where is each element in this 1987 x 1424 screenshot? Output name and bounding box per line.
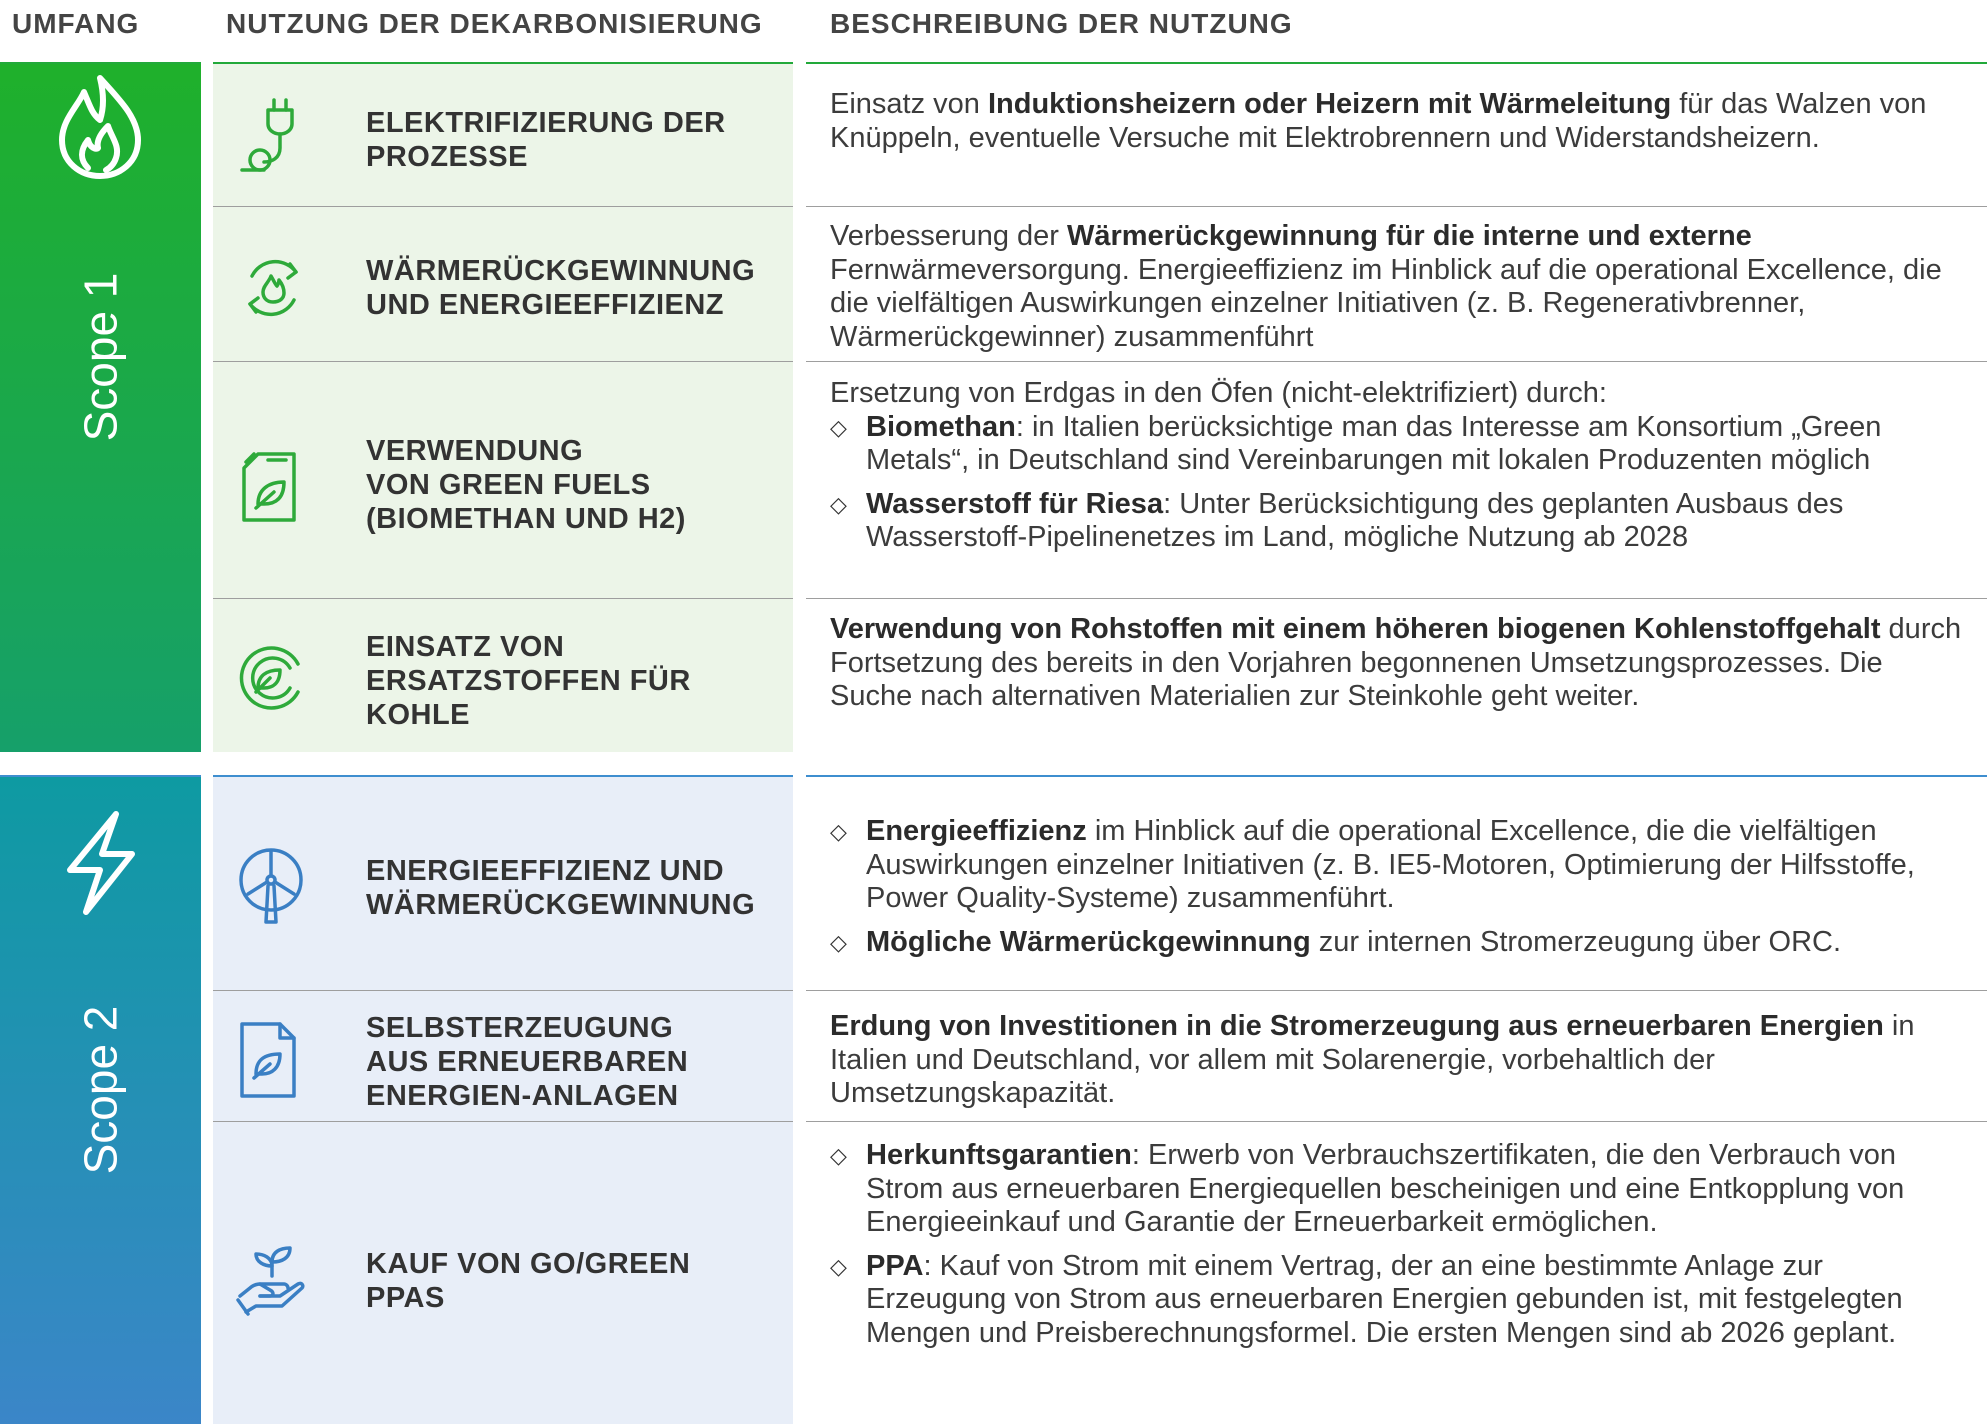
bullet-biomethan: ◇ Biomethan: in Italien berücksichtige man das Interesse am Konsortium „Green Metals“, in Deutschland sind Vereinbarungen mit lokalen Produzenten möglich <box>830 411 1970 478</box>
divider <box>213 1121 793 1122</box>
header-beschreibung: BESCHREIBUNG DER NUTZUNG <box>830 8 1293 39</box>
divider <box>213 990 793 991</box>
cat-label-elektrifizierung: ELEKTRIFIZIERUNG DER PROZESSE <box>366 107 726 173</box>
document-leaf-icon <box>238 1020 308 1100</box>
hand-plant-icon <box>236 1240 306 1320</box>
cat-label-selbsterzeugung: SELBSTERZEUGUNG AUS ERNEUERBAREN ENERGIEN-ANLAGEN <box>366 1012 689 1112</box>
divider <box>806 206 1987 207</box>
scope2-label: Scope 2 <box>74 1005 127 1175</box>
bullet-wasserstoff: ◇ Wasserstoff für Riesa: Unter Berücksichtigung des geplanten Ausbaus des Wasserstoff-Pipelinenetzes im Land, mögliche Nutzung ab 2028 <box>830 488 1970 555</box>
bullet-ppa: ◇ PPA: Kauf von Strom mit einem Vertrag, der an eine bestimmte Anlage zur Erzeugung von Strom aus erneuerbaren Energien gebunden ist, mit festgelegten Mengen und Preisberechnungsformel. Die ersten Mengen sind ab 2026 geplant. <box>830 1250 1970 1351</box>
divider <box>213 206 793 207</box>
cat-label-ersatzstoffe: EINSATZ VON ERSATZSTOFFEN FÜR KOHLE <box>366 631 691 731</box>
scope2-label-wrap <box>0 930 201 1250</box>
carbon-leaf-icon <box>236 638 306 718</box>
divider <box>213 361 793 362</box>
recycle-flame-icon <box>238 248 308 328</box>
bullet-herkunftsgarantien: ◇ Herkunftsgarantien: Erwerb von Verbrauchszertifikaten, die den Verbrauch von Strom aus erneuerbaren Energiequellen bescheinigen und eine Entkopplung von Energieeinkauf und Garantie der Erneuerbarkeit ermöglichen. <box>830 1139 1970 1240</box>
desc-elektrifizierung: Einsatz von Induktionsheizern oder Heizern mit Wärmeleitung für das Walzen von Knüppeln, eventuelle Versuche mit Elektrobrennern und Widerstandsheizern. <box>830 88 1927 154</box>
header-umfang: UMFANG <box>12 8 140 39</box>
cat-label-green-fuels: VERWENDUNG VON GREEN FUELS (BIOMETHAN UND H2) <box>366 435 686 535</box>
scope1-label-wrap <box>0 64 201 649</box>
divider <box>806 598 1987 599</box>
bullet-waermerueckgewinnung: ◇ Mögliche Wärmerückgewinnung zur internen Stromerzeugung über ORC. <box>830 926 1970 960</box>
desc-waermerueckgewinnung: Verbesserung der Wärmerückgewinnung für die interne und externe Fernwärmeversorgung. Energieeffizienz im Hinblick auf die operational Excellence, die die vielfältigen Auswirkungen einzelner Initiativen (z. B. Regenerativbrenner, Wärmerückgewinner) zusammenführt <box>830 220 1942 353</box>
fuel-canister-icon <box>238 446 308 526</box>
scope1-label: Scope 1 <box>74 272 127 441</box>
desc-selbsterzeugung: Erdung von Investitionen in die Stromerzeugung aus erneuerbaren Energien in Italien und Deutschland, vor allem mit Solarenergie, vorbehaltlich der Umsetzungskapazität. <box>830 1010 1915 1109</box>
divider <box>213 598 793 599</box>
divider <box>806 990 1987 991</box>
lightning-icon <box>50 808 150 918</box>
divider <box>806 1121 1987 1122</box>
wind-turbine-icon <box>236 846 306 926</box>
desc-kauf-ppas <box>830 1139 1970 1350</box>
desc-ersatzstoffe: Verwendung von Rohstoffen mit einem höheren biogenen Kohlenstoffgehalt durch Fortsetzung des bereits in den Vorjahren begonnenen Umsetzungsprozesses. Die Suche nach alternativen Materialien zur Steinkohle geht weiter. <box>830 613 1962 712</box>
desc-green-fuels: Ersetzung von Erdgas in den Öfen (nicht-elektrifiziert) durch: ◇ Biomethan: in Italien berücksichtige man das Interesse am Konsortium „Green Metals“, in Deutschland sind Vereinbarungen mit lokalen Produzenten möglich ◇ Wasserstoff für Riesa: Unter Berücksichtigung des geplanten Ausbaus des Wasserstoff-Pipelinenetzes im Land, mögliche Nutzung ab 2028 <box>830 377 1970 555</box>
cat-label-energieeffizienz: ENERGIEEFFIZIENZ UND WÄRMERÜCKGEWINNUNG <box>366 855 756 921</box>
scope1-rule-beschreibung <box>806 62 1987 64</box>
desc-energieeffizienz <box>830 815 1970 959</box>
cat-label-waermerueckgewinnung: WÄRMERÜCKGEWINNUNG UND ENERGIEEFFIZIENZ <box>366 255 756 321</box>
header-nutzung: NUTZUNG DER DEKARBONISIERUNG <box>226 8 763 39</box>
plug-icon <box>238 96 308 176</box>
cat-label-kauf-ppas: KAUF VON GO/GREEN PPAS <box>366 1248 691 1314</box>
divider <box>806 361 1987 362</box>
bullet-energieeffizienz: ◇ Energieeffizienz im Hinblick auf die operational Excellence, die die vielfältigen Auswirkungen einzelner Initiativen (z. B. IE5-Motoren, Optimierung der Hilfsstoffe, Power Quality-Systeme) zusammenführt. <box>830 815 1970 916</box>
scope2-rule-beschreibung <box>806 775 1987 777</box>
